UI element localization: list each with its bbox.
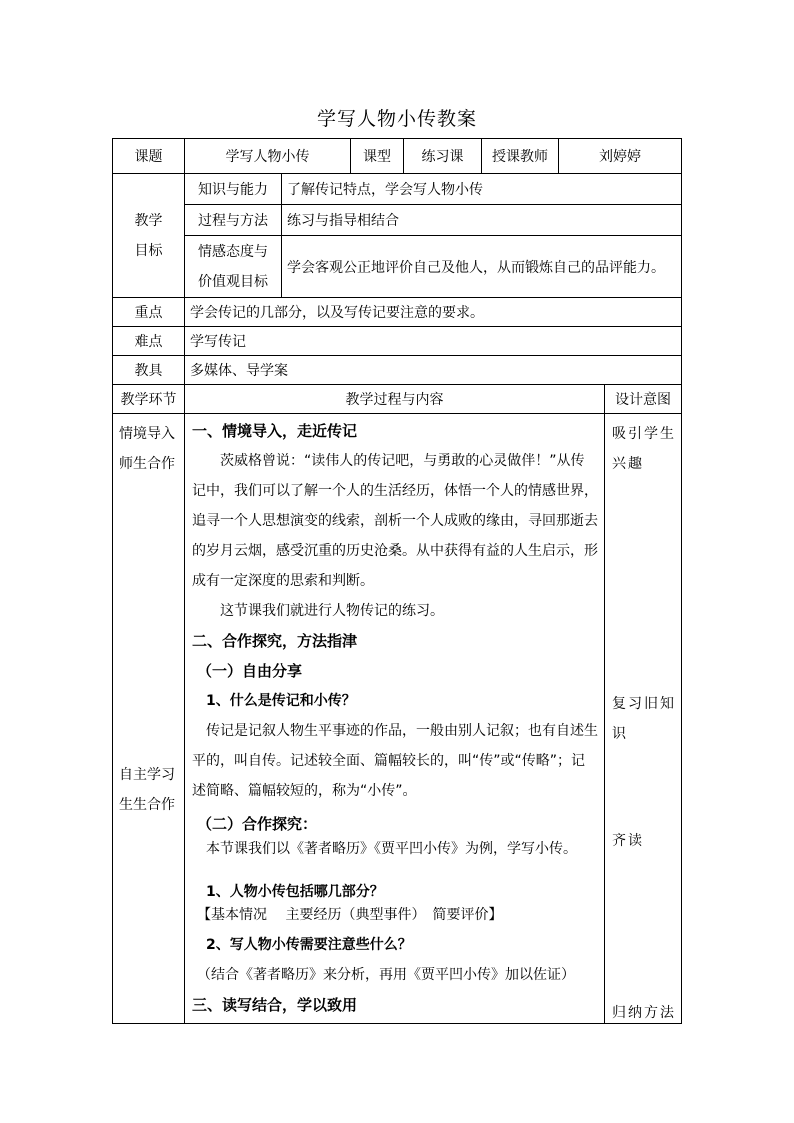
tools-row	[113, 356, 682, 385]
content-header: 教学过程与内容	[185, 385, 605, 414]
emotion-label-line2: 价值观目标	[198, 273, 268, 290]
difficulty-row	[113, 327, 682, 356]
section-1-title: 一、情境导入，走近传记	[192, 422, 358, 440]
emotion-value: 学会客观公正地评价自己及他人，从而锻炼自己的品评能力。	[282, 236, 682, 298]
type-value: 练习课	[404, 139, 482, 174]
stage-column	[113, 414, 185, 1024]
stage-2	[113, 760, 184, 820]
goal-row-knowledge	[113, 174, 682, 205]
goals-label-line1: 教学	[134, 212, 163, 229]
lesson-value: 学写人物小传	[185, 139, 351, 174]
goal-row-process	[113, 205, 682, 236]
lesson-plan-table	[112, 138, 682, 1024]
question-1-line3: 述简略、篇幅较短的，称为“小传”。	[192, 783, 417, 799]
stage-header: 教学环节	[113, 385, 185, 414]
design-2	[605, 689, 681, 749]
lesson-label: 课题	[113, 139, 185, 174]
emotion-label-line1: 情感态度与	[198, 243, 268, 260]
subsection-2-intro: 本节课我们以《著者略历》《贾平凹小传》为例，学写小传。	[206, 841, 577, 857]
process-method-value: 练习与指导相结合	[282, 205, 682, 236]
emotion-label	[185, 236, 282, 298]
process-body-row	[113, 414, 682, 1024]
design-4: 归纳方法	[612, 1005, 676, 1021]
key-point-label: 重点	[113, 298, 185, 327]
header-row	[113, 139, 682, 174]
section-1-para-line1: 茨威格曾说：“读伟人的传记吧，与勇敢的心灵做伴！”从传	[220, 453, 585, 469]
process-content	[185, 414, 605, 1024]
section-1-para-line4: 的岁月云烟，感受沉重的历史沧桑。从中获得有益的人生启示，形	[192, 543, 598, 559]
knowledge-value: 了解传记特点，学会写人物小传	[282, 174, 682, 205]
design-1	[605, 419, 681, 479]
question-1-line1: 传记是记叙人物生平事迹的作品，一般由别人记叙；也有自述生	[206, 723, 598, 739]
tools-label: 教具	[113, 356, 185, 385]
question-3-note: （结合《著者略历》来分析，再用《贾平凹小传》加以佐证）	[197, 967, 575, 983]
section-1-para-line5: 成有一定深度的思索和判断。	[192, 573, 374, 589]
difficulty-label: 难点	[113, 327, 185, 356]
tools-value: 多媒体、导学案	[185, 356, 682, 385]
section-1-para-line2: 记中，我们可以了解一个人的生活经历，体悟一个人的情感世界，	[192, 483, 598, 499]
goals-label-line2: 目标	[134, 242, 163, 259]
subsection-2-title: （二）合作探究：	[197, 815, 318, 833]
stage-2-line2: 生生合作	[119, 797, 175, 813]
stage-1-line1: 情境导入	[119, 426, 175, 442]
design-1-line1: 吸引学生	[612, 426, 676, 442]
stage-2-line1: 自主学习	[119, 767, 175, 783]
stage-1-line2: 师生合作	[119, 456, 175, 472]
goal-row-emotion	[113, 236, 682, 298]
question-1-line2: 平的，叫自传。记述较全面、篇幅较长的，叫“传”或“传略”；记	[192, 753, 586, 769]
goals-label	[113, 174, 185, 298]
knowledge-label: 知识与能力	[185, 174, 282, 205]
question-3-title: 2、写人物小传需要注意些什么？	[206, 937, 412, 953]
process-header-row	[113, 385, 682, 414]
design-2-line2: 识	[612, 726, 628, 742]
subsection-1-title: （一）自由分享	[197, 662, 303, 680]
process-method-label: 过程与方法	[185, 205, 282, 236]
section-1-para-2: 这节课我们就进行人物传记的练习。	[220, 603, 444, 619]
stage-1	[113, 419, 184, 479]
document-title: 学写人物小传教案	[316, 108, 477, 130]
question-1-title: 1、什么是传记和小传？	[206, 693, 356, 709]
teacher-label: 授课教师	[482, 139, 559, 174]
difficulty-value: 学写传记	[185, 327, 682, 356]
key-point-row	[113, 298, 682, 327]
question-2-answer: 【基本情况 主要经历（典型事件） 简要评价】	[197, 907, 503, 923]
section-1-para-line3: 追寻一个人思想演变的线索，剖析一个人成败的缘由，寻回那逝去	[192, 513, 598, 529]
teacher-value: 刘婷婷	[559, 139, 682, 174]
section-2-title: 二、合作探究，方法指津	[192, 632, 358, 650]
design-3: 齐读	[612, 833, 644, 849]
key-point-value: 学会传记的几部分，以及写传记要注意的要求。	[185, 298, 682, 327]
section-3-title: 三、读写结合，学以致用	[192, 996, 358, 1014]
design-2-line1: 复习旧知	[612, 696, 676, 712]
design-header: 设计意图	[605, 385, 682, 414]
design-1-line2: 兴趣	[612, 456, 644, 472]
question-2-title: 1、人物小传包括哪几部分？	[206, 884, 384, 900]
design-column	[605, 414, 682, 1024]
type-label: 课型	[351, 139, 404, 174]
